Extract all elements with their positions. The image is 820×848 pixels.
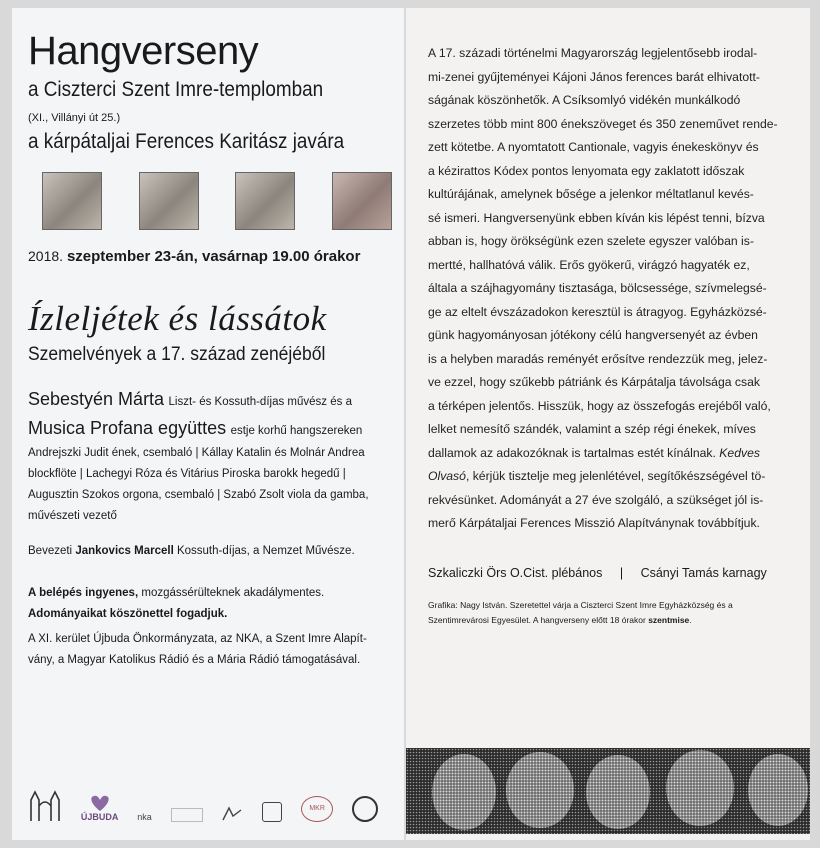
performer-2-name: Musica Profana együttes	[28, 418, 227, 438]
musicians-line: blockflöte | Lachegyi Róza és Vitárius Piroska barokk hegedű |	[28, 468, 346, 480]
credits-mass: szentmise	[648, 614, 690, 625]
date-main: szeptember 23-án, vasárnap 19.00 órakor	[66, 248, 361, 265]
olvaso-emphasis: Olvasó	[428, 469, 466, 483]
program-title: Ízleljétek és lássátok	[28, 299, 327, 338]
date-year: 2018.	[28, 248, 64, 264]
performer-1	[28, 389, 390, 410]
radio-logo	[262, 802, 282, 822]
intro-prefix: Bevezeti	[28, 545, 73, 557]
musicians-line: művészeti vezető	[28, 510, 117, 522]
letter-line: Olvasó, kérjük tisztelje meg jelenlétével, segítőkészségével tö-	[428, 469, 766, 483]
credits-line-2	[428, 613, 784, 628]
credits-line-1: Grafika: Nagy István. Szeretettel várja a Ciszterci Szent Imre Egyházközség és a	[428, 599, 733, 610]
entry-line	[28, 583, 390, 604]
mkr-logo-text: MKR	[301, 796, 333, 822]
arts-logo	[221, 806, 243, 822]
address: (XI., Villányi út 25.)	[28, 112, 121, 124]
entry-info	[28, 583, 390, 671]
left-panel	[12, 8, 404, 840]
letter-line: szerzetes több mint 800 énekszöveget és 350 zeneművet rende-	[428, 116, 778, 131]
credits-line-2-prefix: Szentimrevárosi Egyesület. A hangverseny előtt 18 órakor	[428, 614, 646, 625]
letter-line: is a helyben maradás reményét erősítve rendezzük meg, jelez-	[428, 351, 768, 366]
szent-imre-foundation-logo	[171, 808, 203, 822]
letter-line: mi-zenei gyűjteményei Kájoni János ferences barát elhivatott-	[428, 69, 760, 84]
credits-line-2-suffix: .	[689, 614, 692, 625]
signature-priest: Szkaliczki Örs O.Cist. plébános	[428, 565, 603, 580]
nka-logo-text: nka	[137, 812, 152, 822]
letter-text	[428, 42, 784, 536]
performer-1-desc: Liszt- és Kossuth-díjas művész és a	[168, 396, 352, 408]
performer-2-desc: estje korhű hangszereken	[230, 425, 363, 437]
beneficiary: a kárpátaljai Ferences Karitász javára	[28, 130, 345, 153]
performer-1-name: Sebestyén Márta	[28, 389, 165, 409]
donation-text: Adományaikat köszönettel fogadjuk.	[28, 608, 228, 620]
intro-name: Jankovics Marcell	[75, 545, 174, 557]
page-title: Hangverseny	[28, 29, 259, 73]
nka-logo	[137, 812, 152, 822]
signature-separator: |	[619, 565, 624, 580]
sponsor-logos	[28, 786, 378, 822]
letter-line: általa a szájhagyomány tisztasága, bölcsessége, szívmelegsé-	[428, 281, 767, 295]
kedves-emphasis: Kedves	[719, 445, 760, 460]
letter-line: ve ezzel, hogy szűkebb pátriánk és Kárpátalja távolsága csak	[428, 375, 760, 389]
program-subtitle: Szemelvények a 17. század zenéjéből	[28, 344, 326, 365]
artwork-thumbnails	[42, 172, 392, 230]
support-line: A XI. kerület Újbuda Önkormányzata, az NKA, a Szent Imre Alapít-	[28, 633, 367, 645]
letter-line: mertté, hallhatóvá válik. Erős gyökerű, virágzó hagyaték ez,	[428, 257, 750, 272]
credits	[428, 598, 784, 628]
musicians-line: Augusztin Szokos orgona, csembaló | Szabó Zsolt viola da gamba,	[28, 489, 369, 501]
letter-line: günk hagyományosan jótékony célú hangversenyét az évben	[428, 328, 758, 342]
musicians-list	[28, 443, 390, 527]
support-line: vány, a Magyar Katolikus Rádió és a Mária Rádió támogatásával.	[28, 654, 361, 666]
letter-line: dallamok az adakozóknak is tartalmas estét kínálnak. Kedves	[428, 445, 760, 460]
performer-2	[28, 418, 390, 439]
mkr-logo	[301, 796, 333, 822]
letter-line: sé ismeri. Hangversenyünk ebben kíván kis lépést tenni, bízva	[428, 210, 765, 225]
church-logo	[28, 786, 62, 822]
artwork-image-2	[139, 172, 199, 230]
artwork-image-4	[332, 172, 392, 230]
ujbuda-logo	[81, 794, 119, 822]
signature-conductor: Csányi Tamás karnagy	[640, 565, 767, 580]
venue: a Ciszterci Szent Imre-templomban	[28, 78, 324, 101]
event-date	[28, 248, 390, 265]
letter-line: ságának köszönhetők. A Csíksomlyó vidékén munkálkodó	[428, 93, 741, 107]
letter-line: zett kötetbe. A nyomtatott Cantionale, vagyis énekeskönyv és	[428, 140, 759, 154]
letter-line: kultúrájának, amelynek bősége a jelenkor méltatlanul kevés-	[428, 187, 754, 201]
composer-portraits-image	[406, 748, 810, 834]
intro-suffix: Kossuth-díjas, a Nemzet Művésze.	[176, 545, 355, 557]
musicians-line: Andrejszki Judit ének, csembaló | Kállay Katalin és Molnár Andrea	[28, 447, 365, 459]
letter-line: A 17. századi történelmi Magyarország legjelentősebb irodal-	[428, 46, 758, 60]
letter-line: abban is, hogy örökségünk ezen szelete egyszer valóban is-	[428, 234, 754, 248]
letter-line: ge az eltelt évszázadokon keresztül is átragyog. Egyházközsé-	[428, 304, 767, 319]
maria-radio-logo	[352, 796, 378, 822]
entry-access: mozgássérülteknek akadálymentes.	[141, 587, 325, 599]
letter-line: lelket nemesítő szándék, valamint a szép régi énekek, míves	[428, 422, 756, 436]
letter-line: a kézirattos Kódex pontos lenyomata egy zaklatott időszak	[428, 163, 745, 178]
introduction	[28, 545, 390, 557]
letter-line: rekvésünket. Adományát a 27 éve szolgáló, a szükséget jól is-	[428, 492, 764, 507]
donation-line	[28, 604, 390, 625]
entry-free: A belépés ingyenes,	[28, 587, 139, 599]
letter-line: a térképen jelentős. Hisszük, hogy az összefogás erejéből való,	[428, 398, 771, 413]
artwork-image-1	[42, 172, 102, 230]
artwork-image-3	[235, 172, 295, 230]
right-panel	[406, 8, 810, 840]
letter-line: merő Kárpátaljai Ferences Misszió Alapítványnak továbbítjuk.	[428, 516, 760, 530]
ujbuda-logo-text: ÚJBUDA	[80, 812, 119, 822]
signatures	[428, 566, 784, 580]
